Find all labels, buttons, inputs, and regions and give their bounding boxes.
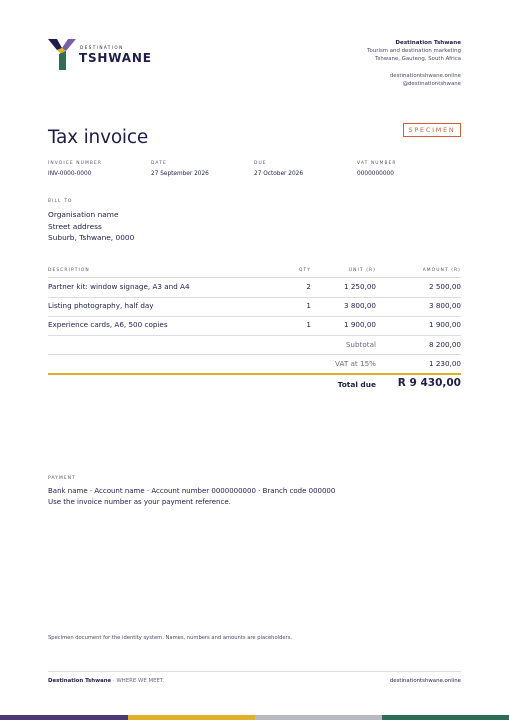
column-header-description: DESCRIPTION (48, 268, 90, 273)
brand-logo (48, 38, 158, 72)
total-divider (48, 373, 461, 375)
meta-value: INV-0000-0000 (48, 171, 92, 177)
meta-value: 27 September 2026 (151, 171, 209, 177)
table-header (48, 268, 461, 278)
logo-big-text: TSHWANE (79, 51, 152, 65)
row-amount: 3 800,00 (428, 301, 461, 310)
sender-website[interactable]: destinationtshwane.online (389, 73, 461, 79)
meta-label: DATE (151, 161, 167, 166)
row-unit: 1 250,00 (343, 282, 376, 291)
row-amount: 1 900,00 (428, 320, 461, 329)
table-row (48, 278, 461, 298)
row-description: Partner kit: window signage, A3 and A4 (48, 282, 190, 291)
meta-date (151, 161, 209, 177)
footer-divider (48, 671, 461, 672)
meta-label: VAT NUMBER (357, 161, 397, 166)
payment-details: Bank name · Account name · Account number 0000000000 · Branch code 000000 (48, 487, 336, 495)
logo-mark-icon (48, 38, 78, 72)
logo-small-text: DESTINATION (80, 45, 124, 50)
specimen-stamp: SPECIMEN (403, 123, 461, 137)
subtotal-row (282, 335, 461, 355)
sender-name: Destination Tshwane (395, 40, 461, 46)
payment-reference: Use the invoice number as your payment reference. (48, 498, 231, 506)
subtotal-label: Subtotal (345, 340, 376, 349)
meta-label: INVOICE NUMBER (48, 161, 103, 166)
sender-handle[interactable]: @destinationtshwane (402, 81, 461, 87)
vat-row (282, 354, 461, 374)
bill-to-label: BILL TO (48, 199, 73, 204)
row-qty: 2 (306, 282, 311, 291)
bill-to-line: Organisation name (48, 210, 119, 219)
row-qty: 1 (306, 301, 311, 310)
column-header-qty: QTY (298, 268, 311, 273)
color-bar-green (382, 715, 509, 720)
specimen-note: Specimen document for the identity system. Names, numbers and amounts are placeholders. (48, 635, 293, 641)
row-unit: 1 900,00 (343, 320, 376, 329)
footer-brand (48, 678, 164, 684)
table-row (48, 316, 461, 336)
vat-value: 1 230,00 (428, 359, 461, 368)
meta-label: DUE (254, 161, 267, 166)
total-label: Total due (337, 380, 376, 389)
row-description: Listing photography, half day (48, 301, 154, 310)
sender-block (261, 39, 461, 88)
row-unit: 3 800,00 (343, 301, 376, 310)
meta-value: 0000000000 (357, 171, 394, 177)
meta-vat-number (357, 161, 397, 177)
meta-invoice-number (48, 161, 102, 177)
table-row (48, 297, 461, 317)
row-amount: 2 500,00 (428, 282, 461, 291)
row-description: Experience cards, A6, 500 copies (48, 320, 168, 329)
color-bar-grey (255, 715, 382, 720)
color-bar-gold (128, 715, 255, 720)
color-bar-purple (0, 715, 128, 720)
footer-tagline: · WHERE WE MEET. (111, 678, 165, 684)
column-header-amount: AMOUNT (R) (422, 268, 461, 273)
payment-block (48, 476, 335, 508)
bill-to-line: Suburb, Tshwane, 0000 (48, 233, 135, 242)
payment-label: PAYMENT (48, 476, 76, 481)
meta-value: 27 October 2026 (254, 171, 304, 177)
meta-due (254, 161, 303, 177)
footer-website[interactable]: destinationtshwane.online (389, 678, 461, 684)
bill-to-line: Street address (48, 221, 102, 231)
sender-tagline: Tourism and destination marketing (367, 48, 461, 54)
total-value: R 9 430,00 (397, 377, 461, 389)
page-title: Tax invoice (48, 127, 149, 148)
subtotal-value: 8 200,00 (428, 340, 461, 349)
row-qty: 1 (306, 320, 311, 329)
bill-to-block (48, 199, 134, 244)
column-header-unit: UNIT (R) (348, 268, 376, 273)
footer-name: Destination Tshwane (48, 678, 112, 684)
vat-label: VAT at 15% (335, 359, 376, 368)
sender-location: Tshwane, Gauteng, South Africa (375, 56, 461, 62)
